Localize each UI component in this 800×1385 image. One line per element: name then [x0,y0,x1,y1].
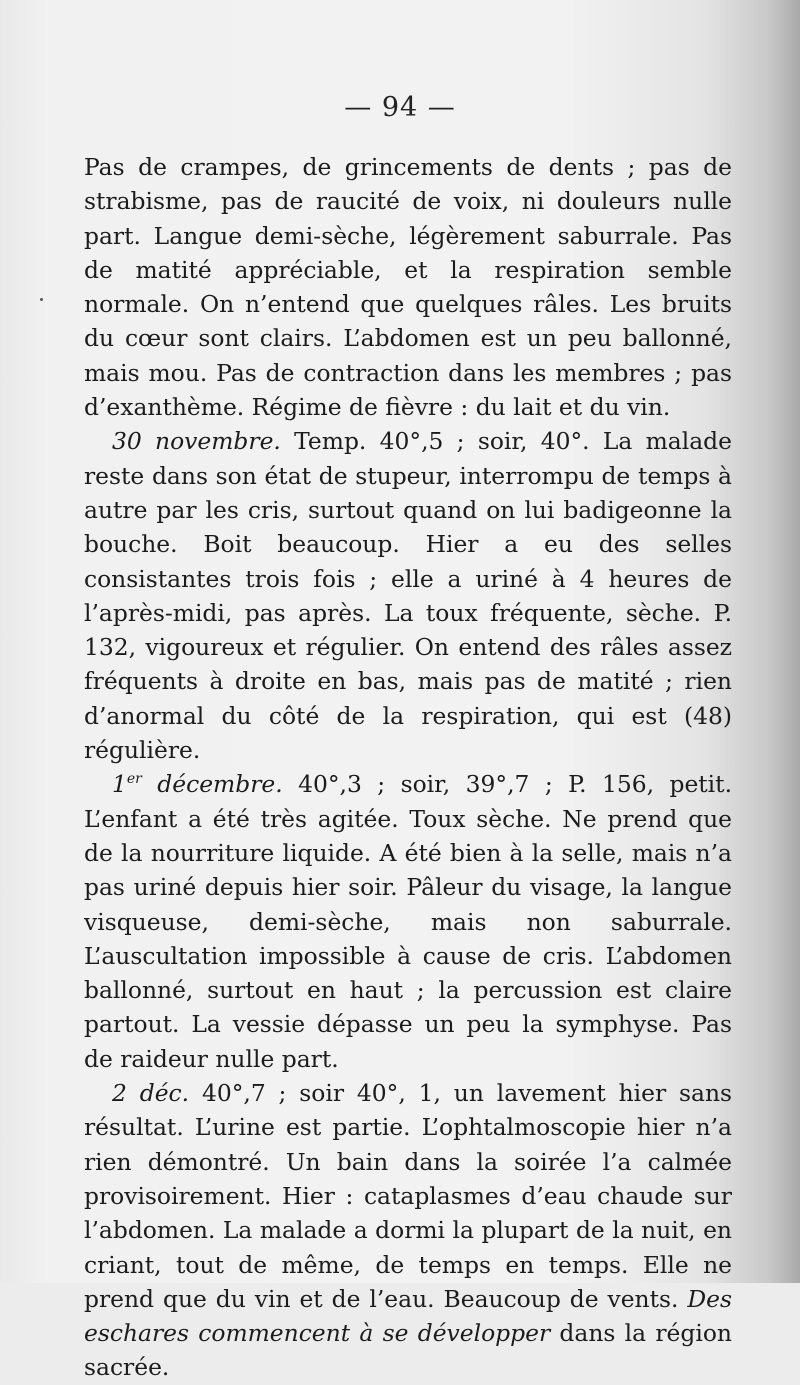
paragraph-2 [84,424,732,767]
body-text [84,150,732,1385]
emphasized-text: Des eschares commencent à se développer [84,1284,732,1348]
entry-date: 30 novembre. [112,427,281,456]
paragraph-1 [84,150,732,424]
entry-date-month: décembre. [141,770,283,799]
entry-date-superscript: er [126,771,142,788]
margin-mark [40,298,43,301]
paragraph-4-text: 40°,7 ; soir 40°, 1, un lavement hier sans résultat. L’urine est partie. L’ophtalmoscopie hier n’a rien démontré. Un bain dans la soirée l’a calmée provisoirement. Hier : cataplasmes d’eau chaude sur l’abdomen. La malade a dormi la plupart de la nuit, en criant, tout de même, de temps en temps. Elle ne prend que du vin et de l’eau. Beaucoup de vents. [84,1079,733,1313]
paragraph-3 [84,767,732,1076]
page-number: — 94 — [344,92,456,123]
paragraph-4-tail: dans la région sacrée. [84,1319,733,1382]
paragraph-2-text: Temp. 40°,5 ; soir, 40°. La malade reste dans son état de stupeur, interrompu de temps à autre par les cris, surtout quand on lui badigeonne la bouche. Boit beaucoup. Hier a eu des selles consistantes trois fois ; elle a uriné à 4 heures de l’après-midi, pas après. La toux fréquente, sèche. P. 132, vigoureux et régulier. On entend des râles assez fréquents à droite en bas, mais pas de matité ; rien d’anormal du côté de la respiration, qui est (48) régulière. [84,427,732,765]
entry-date: 2 déc. [112,1079,190,1108]
entry-date [112,770,283,798]
paragraph-1-text: Pas de crampes, de grincements de dents ; pas de strabisme, pas de raucité de voix, ni douleurs nulle part. Langue demi-sèche, légèrement saburrale. Pas de matité appréciable, et la respiration semble normale. On n’entend que quelques râles. Les bruits du cœur sont clairs. L’abdomen est un peu ballonné, mais mou. Pas de contraction dans les membres ; pas d’exanthème. Régime de fièvre : du lait et du vin. [84,153,732,422]
paragraph-4 [84,1076,732,1385]
entry-date-day: 1 [112,770,127,799]
paragraph-3-text: 40°,3 ; soir, 39°,7 ; P. 156, petit. L’enfant a été très agitée. Toux sèche. Ne prend que de la nourriture liquide. A été bien à la selle, mais n’a pas uriné depuis hier soir. Pâleur du visage, la langue visqueuse, demi-sèche, mais non saburrale. L’auscultation impossible à cause de cris. L’abdomen ballonné, surtout en haut ; la percussion est claire partout. La vessie dépasse un peu la symphyse. Pas de raideur nulle part. [84,770,732,1073]
